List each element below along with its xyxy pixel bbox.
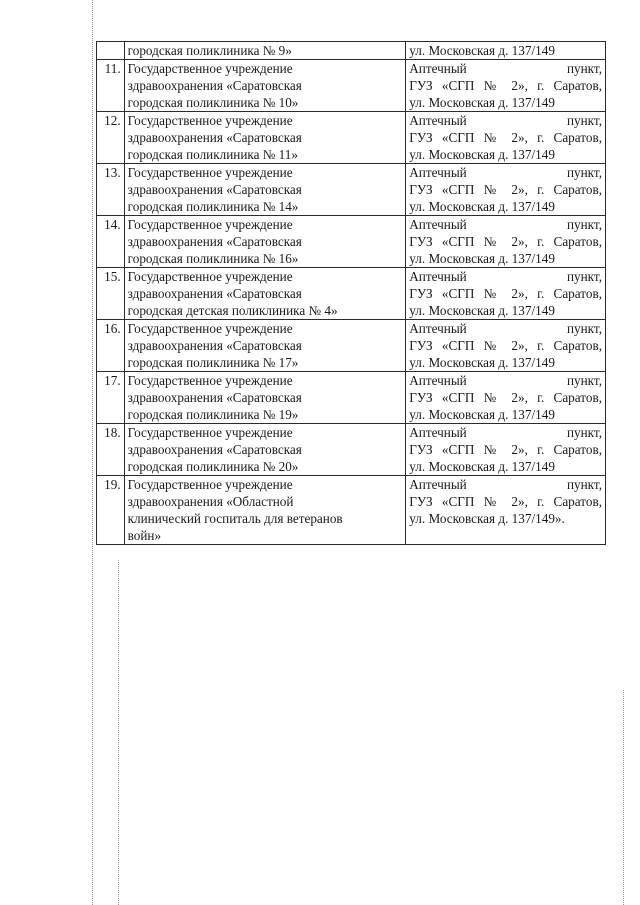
pharmacy-address-cell bbox=[406, 476, 606, 545]
row-number: 12. bbox=[97, 112, 125, 164]
pharmacy-address-line: Аптечный пункт, bbox=[409, 61, 602, 76]
institution-name-line: Государственное учреждение bbox=[127, 61, 293, 76]
institution-name-line: клинический госпиталь для ветеранов bbox=[127, 511, 343, 526]
table-row bbox=[97, 424, 606, 476]
institution-name-line: здравоохранения «Саратовская bbox=[127, 286, 302, 301]
pharmacy-address-cell bbox=[406, 42, 606, 60]
institution-name-line: городская поликлиника № 20» bbox=[127, 459, 299, 474]
row-number bbox=[97, 42, 125, 60]
institution-name-cell bbox=[124, 268, 406, 320]
row-number: 13. bbox=[97, 164, 125, 216]
table-row bbox=[97, 476, 606, 545]
pharmacy-address-line: Аптечный пункт, bbox=[409, 217, 602, 232]
institution-name-line: Государственное учреждение bbox=[127, 165, 293, 180]
pharmacy-address-cell bbox=[406, 60, 606, 112]
institution-name-line: городская поликлиника № 16» bbox=[127, 251, 299, 266]
pharmacy-address-cell bbox=[406, 164, 606, 216]
pharmacy-address-line: Аптечный пункт, bbox=[409, 321, 602, 336]
pharmacy-address-line: ГУЗ «СГП № 2», г. Саратов, bbox=[409, 130, 602, 145]
table-row bbox=[97, 320, 606, 372]
institution-name-cell bbox=[124, 42, 406, 60]
table-row bbox=[97, 60, 606, 112]
institution-name-cell bbox=[124, 372, 406, 424]
pharmacy-address-line: Аптечный пункт, bbox=[409, 373, 602, 388]
pharmacy-address-line: Аптечный пункт, bbox=[409, 477, 602, 492]
institution-name-cell bbox=[124, 60, 406, 112]
table-row bbox=[97, 42, 606, 60]
pharmacy-address-cell bbox=[406, 424, 606, 476]
pharmacy-address-line: ГУЗ «СГП № 2», г. Саратов, bbox=[409, 494, 602, 509]
institution-name-line: городская поликлиника № 14» bbox=[127, 199, 299, 214]
institution-name-line: здравоохранения «Саратовская bbox=[127, 390, 302, 405]
scan-edge-line-left bbox=[92, 0, 93, 905]
table-row bbox=[97, 112, 606, 164]
pharmacy-address-line: ГУЗ «СГП № 2», г. Саратов, bbox=[409, 338, 602, 353]
pharmacy-address-line: ул. Московская д. 137/149 bbox=[409, 147, 555, 162]
pharmacy-address-line: ул. Московская д. 137/149 bbox=[409, 43, 555, 58]
pharmacy-address-line: ул. Московская д. 137/149». bbox=[409, 511, 565, 526]
institution-name-line: городская поликлиника № 9» bbox=[127, 43, 292, 58]
institution-name-line: войн» bbox=[127, 528, 162, 543]
institution-name-cell bbox=[124, 476, 406, 545]
row-number: 14. bbox=[97, 216, 125, 268]
institution-name-line: Государственное учреждение bbox=[127, 477, 293, 492]
pharmacy-address-line: ГУЗ «СГП № 2», г. Саратов, bbox=[409, 442, 602, 457]
pharmacy-address-line: ул. Московская д. 137/149 bbox=[409, 251, 555, 266]
institution-name-line: здравоохранения «Областной bbox=[127, 494, 294, 509]
institution-name-line: здравоохранения «Саратовская bbox=[127, 78, 302, 93]
pharmacy-address-line: ГУЗ «СГП № 2», г. Саратов, bbox=[409, 286, 602, 301]
pharmacy-address-line: ГУЗ «СГП № 2», г. Саратов, bbox=[409, 390, 602, 405]
pharmacy-address-cell bbox=[406, 372, 606, 424]
table-row bbox=[97, 216, 606, 268]
table-row bbox=[97, 268, 606, 320]
pharmacy-address-line: ул. Московская д. 137/149 bbox=[409, 459, 555, 474]
table-row bbox=[97, 372, 606, 424]
pharmacy-address-line: ул. Московская д. 137/149 bbox=[409, 355, 555, 370]
institution-name-line: Государственное учреждение bbox=[127, 217, 293, 232]
pharmacy-address-line: ул. Московская д. 137/149 bbox=[409, 95, 555, 110]
row-number: 16. bbox=[97, 320, 125, 372]
institution-name-line: здравоохранения «Саратовская bbox=[127, 130, 302, 145]
table-row bbox=[97, 164, 606, 216]
pharmacy-address-cell bbox=[406, 216, 606, 268]
row-number: 18. bbox=[97, 424, 125, 476]
institution-name-line: здравоохранения «Саратовская bbox=[127, 338, 302, 353]
institution-name-line: городская поликлиника № 19» bbox=[127, 407, 299, 422]
scan-edge-line-left-inner bbox=[118, 560, 119, 905]
institution-name-line: городская поликлиника № 17» bbox=[127, 355, 299, 370]
scan-edge-line-right bbox=[623, 690, 624, 905]
institution-name-cell bbox=[124, 164, 406, 216]
institution-name-cell bbox=[124, 424, 406, 476]
institution-name-line: городская детская поликлиника № 4» bbox=[127, 303, 338, 318]
pharmacy-address-cell bbox=[406, 112, 606, 164]
institution-name-line: Государственное учреждение bbox=[127, 269, 293, 284]
institution-name-line: здравоохранения «Саратовская bbox=[127, 442, 302, 457]
pharmacy-address-line: ГУЗ «СГП № 2», г. Саратов, bbox=[409, 182, 602, 197]
institution-name-line: здравоохранения «Саратовская bbox=[127, 182, 302, 197]
row-number: 11. bbox=[97, 60, 125, 112]
pharmacy-address-line: ул. Московская д. 137/149 bbox=[409, 303, 555, 318]
row-number: 19. bbox=[97, 476, 125, 545]
pharmacy-address-cell bbox=[406, 268, 606, 320]
pharmacy-address-line: Аптечный пункт, bbox=[409, 113, 602, 128]
institution-name-line: Государственное учреждение bbox=[127, 373, 293, 388]
pharmacy-address-cell bbox=[406, 320, 606, 372]
pharmacy-address-line: Аптечный пункт, bbox=[409, 425, 602, 440]
pharmacy-address-line: ул. Московская д. 137/149 bbox=[409, 199, 555, 214]
institution-name-cell bbox=[124, 112, 406, 164]
pharmacy-table bbox=[96, 41, 606, 545]
institution-name-line: городская поликлиника № 10» bbox=[127, 95, 299, 110]
institution-name-cell bbox=[124, 216, 406, 268]
institution-name-line: Государственное учреждение bbox=[127, 321, 293, 336]
institution-name-line: здравоохранения «Саратовская bbox=[127, 234, 302, 249]
institution-name-cell bbox=[124, 320, 406, 372]
institution-name-line: городская поликлиника № 11» bbox=[127, 147, 298, 162]
pharmacy-address-line: Аптечный пункт, bbox=[409, 165, 602, 180]
pharmacy-address-line: ГУЗ «СГП № 2», г. Саратов, bbox=[409, 234, 602, 249]
table-body bbox=[97, 42, 606, 545]
pharmacy-address-line: ГУЗ «СГП № 2», г. Саратов, bbox=[409, 78, 602, 93]
row-number: 17. bbox=[97, 372, 125, 424]
row-number: 15. bbox=[97, 268, 125, 320]
institution-name-line: Государственное учреждение bbox=[127, 425, 293, 440]
institution-name-line: Государственное учреждение bbox=[127, 113, 293, 128]
pharmacy-address-line: ул. Московская д. 137/149 bbox=[409, 407, 555, 422]
pharmacy-address-line: Аптечный пункт, bbox=[409, 269, 602, 284]
